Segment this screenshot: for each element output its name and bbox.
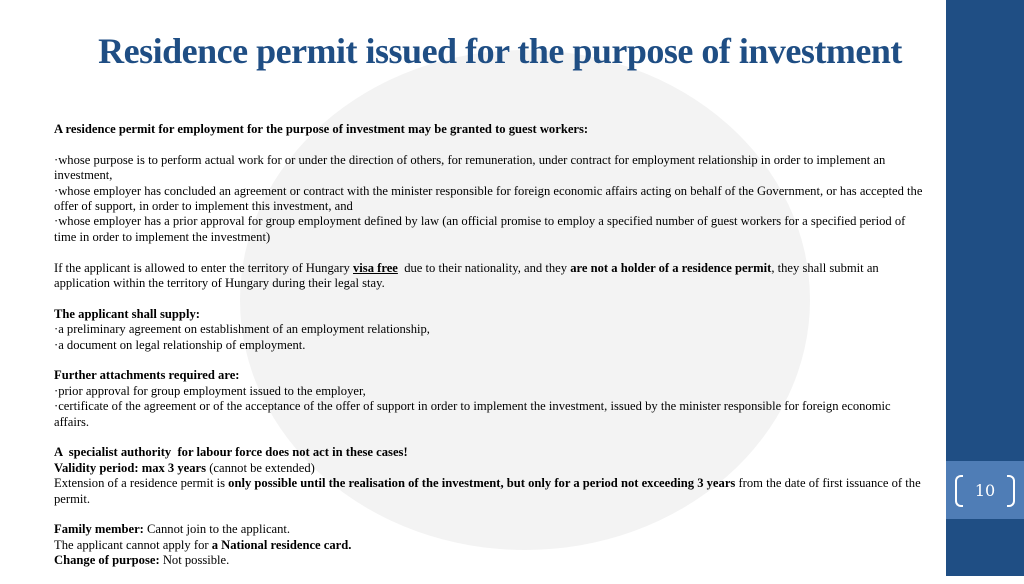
page-number: 10 <box>974 481 996 500</box>
attachment-item: ·prior approval for group employment issued to the employer, <box>54 383 366 398</box>
page-number-box <box>946 461 1024 519</box>
family-section <box>54 522 924 568</box>
slide-content <box>54 122 924 584</box>
intro-text: A residence permit for employment for the purpose of investment may be granted to guest workers: <box>54 122 589 136</box>
validity-label: Validity period: max 3 years <box>54 460 207 475</box>
family-label: Family member: <box>54 522 144 537</box>
validity-note: (cannot be extended) <box>206 460 315 475</box>
visa-free-text: If the applicant is allowed to enter the territory of Hungary <box>54 260 353 275</box>
specialist-note: A specialist authority for labour force does not act in these cases! <box>54 445 408 460</box>
visa-free-text: due to their nationality, and they <box>397 260 571 275</box>
family-text: Cannot join to the applicant. <box>143 522 291 537</box>
condition-item: ·whose purpose is to perform actual work for or under the direction of others, for remuneration, under contract for employment relationship in order to implement an investment, <box>54 152 886 183</box>
visa-free-link[interactable]: visa free <box>353 260 398 275</box>
attachments-heading: Further attachments required are: <box>54 368 240 383</box>
card-text: The applicant cannot apply for <box>54 537 212 552</box>
visa-free-paragraph <box>54 261 924 292</box>
validity-section <box>54 445 924 507</box>
supply-section <box>54 307 924 353</box>
slide-title: Residence permit issued for the purpose of investment <box>98 31 902 71</box>
extension-text: from the date of first issuance of the permit. <box>54 476 921 506</box>
attachment-item: ·certificate of the agreement or of the acceptance of the offer of support in order to implement the investment, issued by the minister responsible for foreign economic affairs. <box>54 399 891 429</box>
extension-bold: only possible until the realisation of the investment, but only for a period not exceeding 3 years <box>228 476 736 491</box>
attachments-section <box>54 368 924 430</box>
supply-item: ·a preliminary agreement on establishment of an employment relationship, <box>54 322 430 337</box>
supply-item: ·a document on legal relationship of employment. <box>54 337 306 352</box>
conditions-list <box>54 153 924 245</box>
condition-item: ·whose employer has a prior approval for group employment defined by law (an official promise to employ a specified number of guest workers for a specified period of time in order to implement the investment) <box>54 214 906 244</box>
supply-heading: The applicant shall supply: <box>54 306 200 321</box>
intro-paragraph <box>54 122 924 137</box>
purpose-label: Change of purpose: <box>54 553 160 568</box>
visa-free-text: , they shall submit an application within the territory of Hungary during their legal stay. <box>54 260 879 291</box>
visa-free-bold: are not a holder of a residence permit <box>570 260 772 275</box>
condition-item: ·whose employer has concluded an agreement or contract with the minister responsible for foreign economic affairs acting on behalf of the Government, or has accepted the offer of support, in order to implement this investment, and <box>54 183 923 214</box>
purpose-text: Not possible. <box>159 553 230 568</box>
extension-text: Extension of a residence permit is <box>54 476 229 491</box>
card-bold: a National residence card. <box>211 537 352 552</box>
